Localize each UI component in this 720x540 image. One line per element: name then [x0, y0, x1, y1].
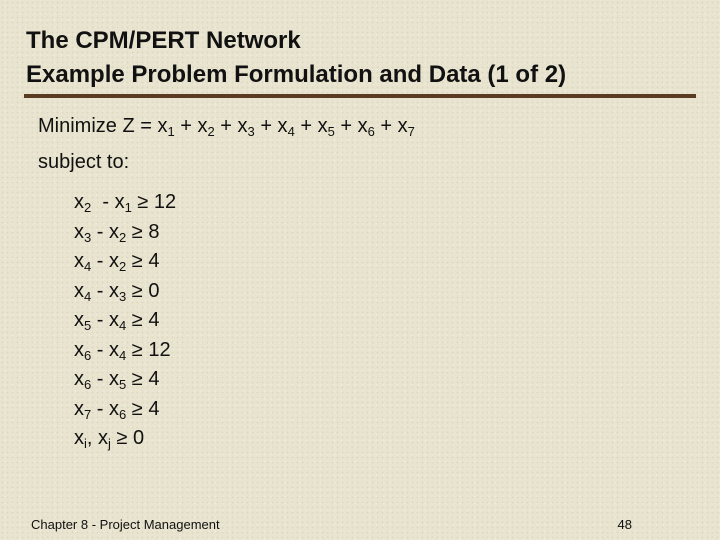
constraint-row	[74, 395, 176, 425]
math-text: Minimize Z = x	[38, 115, 168, 137]
subject-to-label: subject to:	[38, 151, 130, 173]
subscript: 6	[119, 406, 127, 422]
subscript: 7	[84, 406, 92, 422]
subscript: 2	[207, 124, 215, 139]
math-text: ≥ 0	[110, 427, 145, 449]
subscript: 3	[119, 288, 127, 304]
subscript: 4	[119, 347, 127, 363]
title-divider	[24, 94, 696, 98]
objective-function	[38, 112, 415, 140]
constraint-row	[74, 218, 176, 248]
math-text: x	[74, 338, 84, 361]
math-text: + x	[174, 115, 208, 137]
constraint-list	[74, 188, 176, 454]
slide-title	[26, 24, 706, 92]
constraint-row	[74, 306, 176, 336]
math-text: x	[74, 427, 84, 449]
math-text: x	[74, 191, 84, 213]
subscript: 6	[367, 124, 375, 139]
math-text: , x	[86, 427, 109, 449]
subscript: i	[84, 436, 87, 451]
constraint-row	[74, 247, 176, 277]
subscript: 4	[119, 318, 127, 333]
math-text: ≥ 4	[126, 368, 160, 390]
subscript: 2	[119, 259, 127, 274]
math-text: - x	[91, 279, 120, 302]
math-text: + x	[374, 115, 408, 137]
math-text: - x	[91, 309, 120, 331]
math-text: + x	[294, 115, 328, 137]
math-text: ≥ 4	[126, 250, 160, 272]
math-text: ≥ 12	[126, 338, 171, 361]
math-text: + x	[254, 115, 288, 137]
subscript: 6	[84, 347, 92, 363]
math-text: x	[74, 397, 84, 420]
math-text: - x	[91, 397, 120, 420]
math-text: + x	[214, 115, 248, 137]
subscript: 3	[84, 229, 92, 245]
slide-number: 48	[617, 517, 632, 532]
math-text: ≥ 0	[126, 279, 160, 302]
math-text: ≥ 4	[126, 309, 160, 331]
constraint-row	[74, 188, 176, 218]
math-text: - x	[91, 220, 120, 243]
subscript: 1	[167, 124, 175, 139]
constraint-row	[74, 424, 176, 454]
subscript: 5	[119, 377, 127, 392]
math-text: x	[74, 250, 84, 272]
math-text: - x	[91, 191, 125, 213]
math-text: ≥ 8	[126, 220, 160, 243]
subscript: 7	[407, 124, 415, 139]
subscript: 5	[84, 318, 92, 333]
math-text: x	[74, 220, 84, 243]
subscript: 6	[84, 377, 92, 392]
math-text: - x	[91, 368, 120, 390]
subscript: 2	[119, 229, 127, 245]
subscript: 4	[84, 288, 92, 304]
math-text: x	[74, 368, 84, 390]
math-text: - x	[91, 338, 120, 361]
math-text: + x	[334, 115, 368, 137]
subscript: 4	[84, 259, 92, 274]
math-text: x	[74, 279, 84, 302]
subscript: 1	[124, 200, 132, 215]
subscript: 5	[327, 124, 335, 139]
title-line-1: The CPM/PERT Network	[26, 27, 301, 54]
math-text: - x	[91, 250, 120, 272]
math-text: x	[74, 309, 84, 331]
subscript: j	[108, 436, 111, 451]
title-line-2: Example Problem Formulation and Data (1 of 2)	[26, 61, 567, 88]
subscript: 4	[287, 124, 295, 139]
subscript: 3	[247, 124, 255, 139]
math-text: ≥ 4	[126, 397, 160, 420]
subscript: 2	[84, 200, 92, 215]
constraint-row	[74, 336, 176, 366]
constraint-row	[74, 365, 176, 395]
constraint-row	[74, 277, 176, 307]
math-text: ≥ 12	[131, 191, 177, 213]
footer-chapter: Chapter 8 - Project Management	[31, 517, 220, 532]
